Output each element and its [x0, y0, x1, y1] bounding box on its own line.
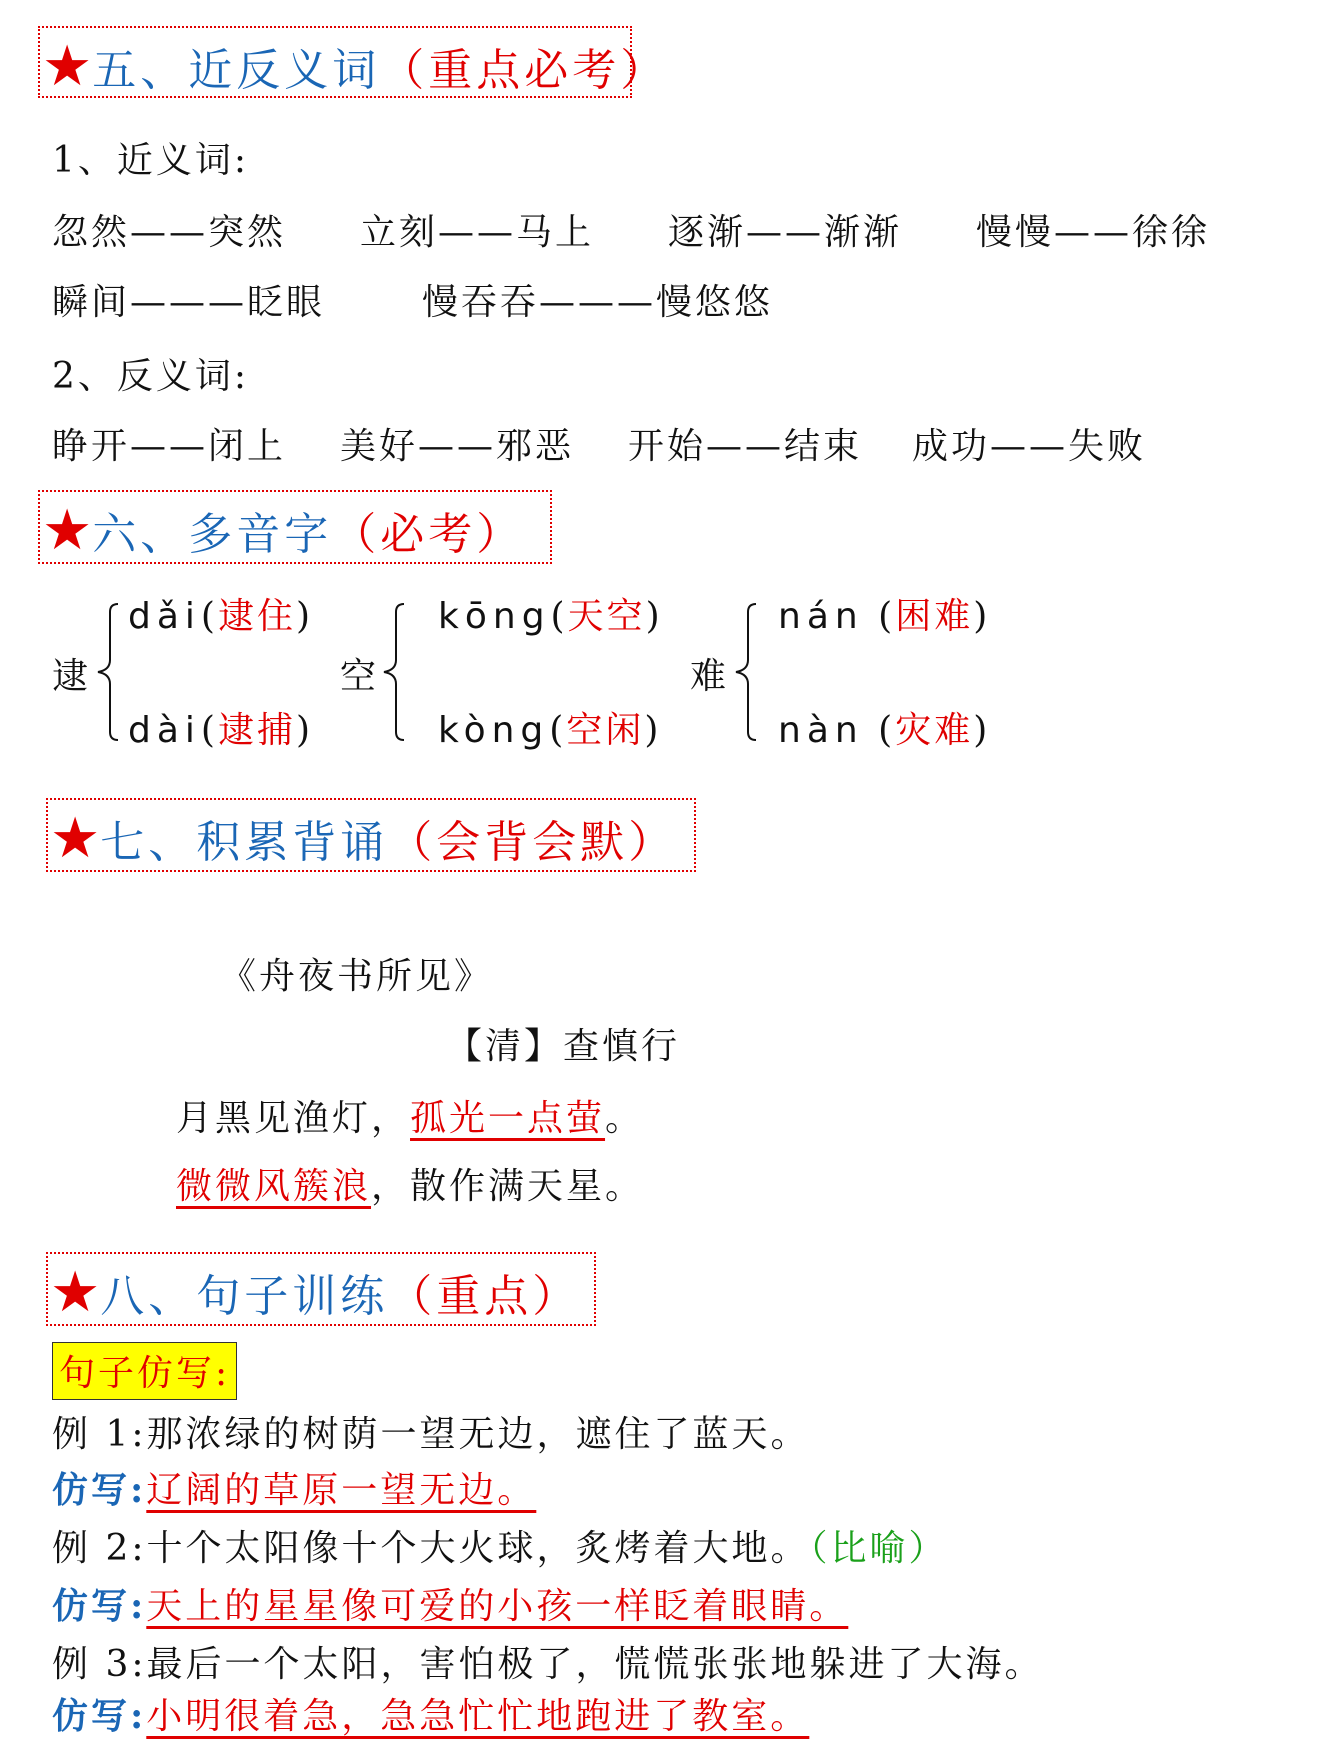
poem-line-2 [176, 1158, 644, 1209]
poem-text: 月黑见渔灯， [176, 1098, 411, 1139]
section5-header [42, 34, 668, 98]
example-line [52, 1406, 810, 1457]
reading-word: 天空 [567, 596, 646, 637]
section6-paren-open: （ [332, 509, 381, 560]
imitation-tag: 句子仿写: [52, 1342, 237, 1400]
section8-note: 重点 [436, 1271, 533, 1322]
polyphone-reading: kōng(天空) [438, 596, 663, 637]
section7-paren-close: ） [628, 817, 677, 868]
poem-title: 《舟夜书所见》 [220, 956, 494, 997]
pinyin: nàn [778, 710, 864, 751]
section6-paren-close: ） [476, 509, 525, 560]
star-icon: ★ [42, 34, 93, 99]
example-note: （比喻） [809, 1528, 948, 1569]
imitation-line [52, 1688, 809, 1739]
example-label: 例 3: [52, 1644, 147, 1685]
pinyin: kōng [438, 596, 551, 637]
polyphone-reading: nàn (灾难) [778, 710, 991, 751]
section5-paren-close: ） [620, 45, 669, 96]
reading-word: 困难 [895, 596, 974, 637]
polyphone-char: 难 [690, 656, 730, 697]
section8-header [50, 1260, 580, 1324]
example-text: 十个太阳像十个大火球，炙烤着大地。 [146, 1528, 810, 1569]
poem-text: ，散作满天星。 [371, 1166, 645, 1207]
section8-title: 八、句子训练 [100, 1271, 389, 1322]
polyphone-reading: dài(逮捕) [128, 710, 314, 751]
poem-line-1 [176, 1090, 644, 1141]
polyphone-reading: dǎi(逮住) [128, 596, 314, 637]
example-label: 例 2: [52, 1528, 147, 1569]
imitation-line [52, 1578, 848, 1629]
polyphone-char: 逮 [52, 656, 92, 697]
imitation-text: 小明很着急，急急忙忙地跑进了教室。 [146, 1696, 810, 1737]
section8-paren-close: ） [532, 1271, 581, 1322]
synonym-pair: 慢慢——徐徐 [976, 212, 1211, 253]
reading-word: 逮捕 [217, 710, 296, 751]
synonym-pair: 立刻——马上 [360, 212, 595, 253]
section7-header [50, 806, 676, 870]
section6-title: 六、多音字 [92, 509, 333, 560]
left-brace-icon [378, 602, 408, 742]
synonym-pair: 逐渐——渐渐 [668, 212, 903, 253]
antonyms-label: 2、反义词: [52, 356, 250, 397]
example-text: 最后一个太阳，害怕极了，慌慌张张地躲进了大海。 [146, 1644, 1044, 1685]
section7-title: 七、积累背诵 [100, 817, 389, 868]
poem-author: 【清】查慎行 [446, 1026, 681, 1067]
section7-paren-open: （ [388, 817, 437, 868]
pinyin: dài [128, 710, 201, 751]
pinyin: kòng [438, 710, 550, 751]
example-label: 例 1: [52, 1414, 147, 1455]
synonym-pair: 忽然——突然 [52, 212, 287, 253]
imitation-line [52, 1462, 536, 1513]
example-line [52, 1636, 1044, 1687]
star-icon: ★ [50, 806, 101, 871]
polyphone-char: 空 [340, 656, 380, 697]
pinyin: dǎi [128, 596, 201, 637]
poem-highlight: 微微风簇浪 [176, 1166, 372, 1207]
antonym-pair: 睁开——闭上 [52, 426, 287, 467]
section5-paren-open: （ [380, 45, 429, 96]
section7-note: 会背会默 [436, 817, 629, 868]
imitation-label: 仿写: [52, 1585, 147, 1627]
example-text: 那浓绿的树荫一望无边，遮住了蓝天。 [146, 1414, 810, 1455]
section6-header [42, 498, 524, 562]
reading-word: 逮住 [217, 596, 296, 637]
imitation-text: 辽阔的草原一望无边。 [146, 1470, 537, 1511]
antonym-pair: 成功——失败 [912, 426, 1147, 467]
synonyms-label: 1、近义词: [52, 140, 250, 181]
imitation-label: 仿写: [52, 1469, 147, 1511]
reading-word: 灾难 [895, 710, 974, 751]
poem-highlight: 孤光一点萤 [410, 1098, 606, 1139]
section6-note: 必考 [380, 509, 477, 560]
polyphone-reading: nán (困难) [778, 596, 991, 637]
polyphone-reading: kòng(空闲) [438, 710, 662, 751]
reading-word: 空闲 [566, 710, 645, 751]
star-icon: ★ [50, 1260, 101, 1325]
pinyin: nán [778, 596, 864, 637]
poem-text: 。 [605, 1098, 645, 1139]
left-brace-icon [92, 602, 122, 742]
antonym-pair: 开始——结束 [628, 426, 863, 467]
example-line [52, 1520, 948, 1571]
synonym-pair: 慢吞吞———慢悠悠 [422, 282, 774, 323]
star-icon: ★ [42, 498, 93, 563]
section8-paren-open: （ [388, 1271, 437, 1322]
imitation-text: 天上的星星像可爱的小孩一样眨着眼睛。 [146, 1586, 849, 1627]
section5-note: 重点必考 [428, 45, 621, 96]
imitation-label: 仿写: [52, 1695, 147, 1737]
antonym-pair: 美好——邪恶 [340, 426, 575, 467]
synonym-pair: 瞬间———眨眼 [52, 282, 326, 323]
left-brace-icon [730, 602, 760, 742]
section5-title: 五、近反义词 [92, 45, 381, 96]
